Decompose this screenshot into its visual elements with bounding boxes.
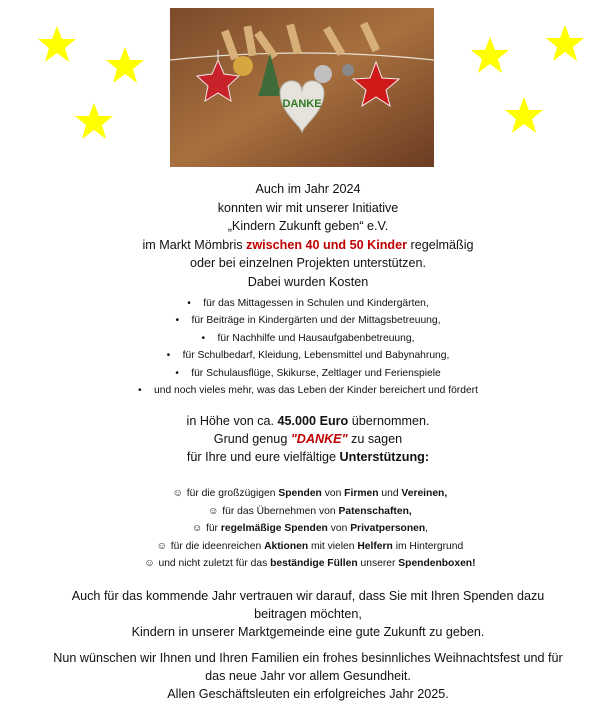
summary-line: Grund genug "DANKE" zu sagen (213, 432, 403, 446)
intro-text: im Markt Mömbris (142, 237, 247, 252)
star-icon (74, 102, 114, 140)
star-icon (545, 24, 585, 62)
wishes-paragraph (0, 649, 616, 703)
summary-line: in Höhe von ca. 45.000 Euro übernommen. (186, 414, 430, 428)
danke-text: "DANKE" (290, 432, 348, 446)
costs-list (0, 295, 616, 399)
closing-line: Auch für das kommende Jahr vertrauen wir darauf, dass Sie mit Ihren Spenden dazu (71, 589, 545, 603)
bullet-icon: • (175, 367, 179, 379)
wishes-line: das neue Jahr vor allem Gesundheit. (205, 669, 411, 683)
summary-line: für Ihre und eure vielfältige Unterstützung: (186, 450, 430, 464)
star-icon (470, 36, 510, 74)
smiley-icon: ☺ (191, 523, 203, 535)
smiley-icon: ☺ (172, 488, 184, 499)
list-item: • für Schulbedarf, Kleidung, Lebensmittel und Babynahrung, (0, 347, 616, 364)
children-count: zwischen 40 und 50 Kinder (246, 237, 408, 252)
intro-line: „Kindern Zukunft geben“ e.V. (227, 219, 389, 234)
list-item: ☺ und nicht zuletzt für das beständige Füllen unserer Spendenboxen! (0, 555, 616, 573)
bullet-icon: • (187, 298, 191, 309)
bullet-icon: • (166, 350, 171, 362)
thanks-list (0, 485, 616, 573)
list-item: • und noch vieles mehr, was das Leben der Kinder bereichert und fördert (0, 382, 616, 399)
intro-line: Auch im Jahr 2024 (255, 182, 361, 196)
closing-line: Kindern in unserer Marktgemeinde eine gute Zukunft zu geben. (131, 625, 485, 639)
list-item: • für das Mittagessen in Schulen und Kindergärten, (0, 295, 616, 312)
intro-line: oder bei einzelnen Projekten unterstützen. (190, 256, 426, 271)
list-item: ☺ für das Übernehmen von Patenschaften, (0, 503, 616, 521)
wishes-line: Allen Geschäftsleuten ein erfolgreiches Jahr 2025. (167, 687, 449, 701)
banner-text: DANKE (282, 98, 322, 110)
intro-text: regelmäßig (407, 237, 474, 252)
closing-line: beitragen möchten, (254, 607, 362, 621)
list-item: ☺ für die ideenreichen Aktionen mit vielen Helfern im Hintergrund (0, 538, 616, 556)
star-icon (37, 25, 77, 63)
list-item: • für Schulausflüge, Skikurse, Zeltlager und Ferienspiele (0, 365, 616, 382)
total-amount: 45.000 Euro (277, 414, 349, 428)
star-icon (504, 96, 544, 134)
list-item: • für Nachhilfe und Hausaufgabenbetreuung, (0, 330, 616, 347)
wishes-line: Nun wünschen wir Ihnen und Ihren Familien ein frohes besinnliches Weihnachtsfest und für (53, 651, 563, 665)
bullet-icon: • (175, 315, 180, 327)
intro-line: konnten wir mit unserer Initiative (217, 200, 399, 215)
smiley-icon: ☺ (144, 558, 155, 570)
christmas-decoration-photo (170, 8, 434, 167)
bullet-icon: • (138, 385, 142, 397)
summary-paragraph (0, 412, 616, 466)
list-item: ☺ für regelmäßige Spenden von Privatpersonen, (0, 520, 616, 538)
closing-paragraph (0, 587, 616, 641)
bullet-icon: • (201, 332, 206, 344)
intro-line: Dabei wurden Kosten (247, 274, 369, 289)
list-item: ☺ für die großzügigen Spenden von Firmen und Vereinen, (0, 485, 616, 503)
intro-paragraph (0, 180, 616, 292)
star-icon (105, 46, 145, 84)
smiley-icon: ☺ (156, 540, 168, 552)
smiley-icon: ☺ (208, 505, 219, 517)
intro-line (0, 236, 616, 255)
list-item: • für Beiträge in Kindergärten und der Mittagsbetreuung, (0, 312, 616, 329)
